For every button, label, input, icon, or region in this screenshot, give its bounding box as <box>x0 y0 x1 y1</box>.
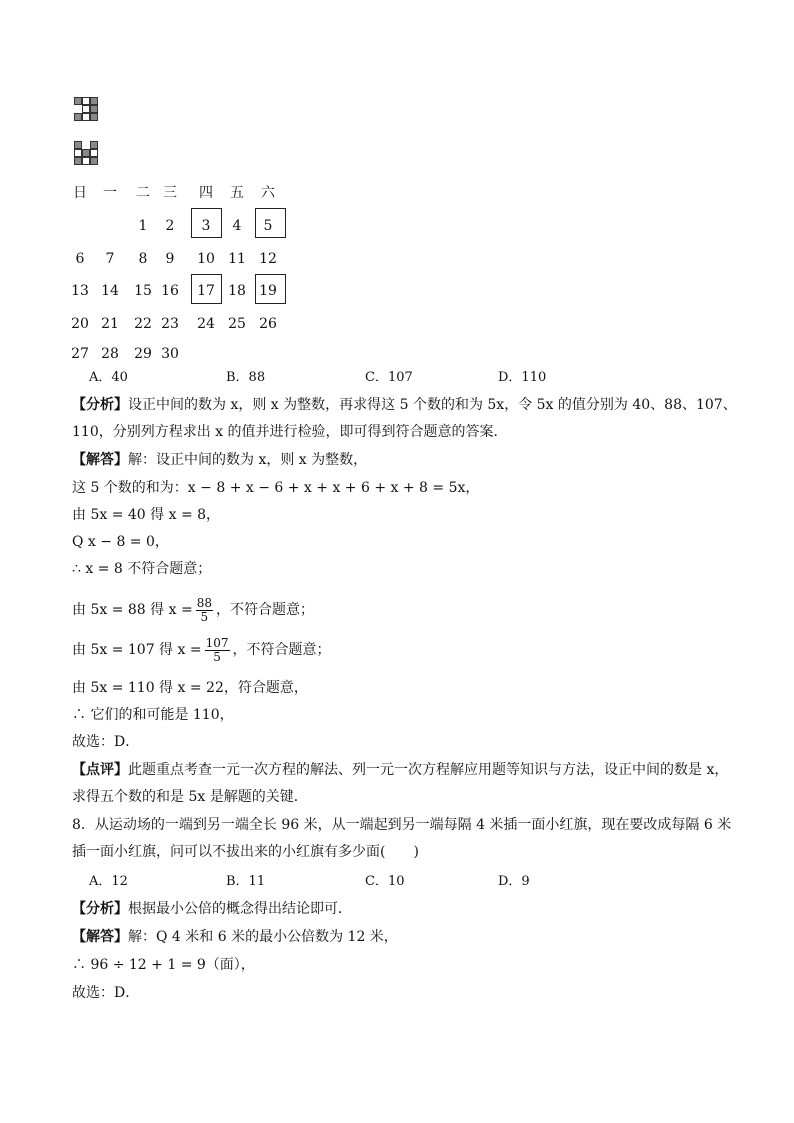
option-b: B．88 <box>226 370 266 385</box>
option-b: B．11 <box>226 874 266 889</box>
answer-tag: 【解答】 <box>72 452 128 468</box>
calendar-day: 5 <box>263 218 273 234</box>
answer-line: 由 5x = 40 得 x = 8， <box>72 507 221 523</box>
fraction-denominator: 5 <box>200 609 209 624</box>
calendar-day: 22 <box>134 316 152 332</box>
calendar-day: 10 <box>197 251 215 267</box>
calendar-day: 11 <box>228 251 246 267</box>
calendar-day: 8 <box>138 251 148 267</box>
answer-tag: 【解答】 <box>72 929 128 945</box>
fraction-numerator: 107 <box>205 635 229 650</box>
calendar-day: 13 <box>71 283 89 299</box>
weekday-label: 六 <box>261 185 275 201</box>
highlight-box <box>191 274 222 304</box>
fraction <box>205 637 230 664</box>
calendar-day: 7 <box>105 251 115 267</box>
weekday-label: 日 <box>73 185 87 201</box>
comment-paragraph <box>72 761 728 779</box>
answer-paragraph <box>72 451 367 469</box>
calendar-day: 19 <box>259 283 277 299</box>
calendar-day: 15 <box>134 283 152 299</box>
question-8-stem: 8．从运动场的一端到另一端全长 96 米，从一端起到另一端每隔 4 米插一面小红旗，现在要改成每隔 6 米 <box>72 817 732 833</box>
answer-line-fraction <box>72 632 331 668</box>
answer-paragraph <box>72 928 398 946</box>
cross-pattern-icon-1 <box>74 97 108 131</box>
answer-text: 由 5x = 107 得 x = <box>72 642 202 658</box>
fraction <box>196 597 213 624</box>
comment-text-cont: 求得五个数的和是 5x 是解题的关键． <box>72 789 308 805</box>
answer-line: 解：设正中间的数为 x，则 x 为整数， <box>128 452 368 468</box>
calendar-day: 23 <box>161 316 179 332</box>
cross-pattern-icon-2 <box>74 141 108 175</box>
fraction-numerator: 88 <box>196 595 212 610</box>
comment-text: 此题重点考查一元一次方程的解法、列一元一次方程解应用题等知识与方法，设正中间的数是 x， <box>128 762 729 778</box>
option-a: A．40 <box>89 370 128 385</box>
calendar-day: 28 <box>101 346 119 362</box>
fraction-denominator: 5 <box>213 649 221 664</box>
answer-line: ∴ 96 ÷ 12 + 1 = 9（面）， <box>72 957 255 973</box>
calendar-day: 12 <box>259 251 277 267</box>
answer-choice: 故选：D． <box>72 985 140 1001</box>
calendar-day: 21 <box>101 316 119 332</box>
calendar-day: 3 <box>201 218 211 234</box>
analysis-text: 根据最小公倍的概念得出结论即可． <box>128 901 352 917</box>
analysis-paragraph <box>72 396 737 414</box>
calendar-day: 30 <box>161 346 179 362</box>
answer-line: ∴ 它们的和可能是 110， <box>72 707 234 723</box>
option-d: D．9 <box>498 874 530 889</box>
answer-line: 解：Q 4 米和 6 米的最小公倍数为 12 米， <box>128 929 398 945</box>
calendar-day: 18 <box>228 283 246 299</box>
answer-text: ，不符合题意； <box>232 642 331 658</box>
answer-line: Q x − 8 = 0， <box>72 534 169 550</box>
highlight-box <box>255 274 286 304</box>
calendar-day: 4 <box>232 218 242 234</box>
analysis-tag: 【分析】 <box>72 901 128 917</box>
answer-text: ，不符合题意； <box>215 602 314 618</box>
calendar-day: 14 <box>101 283 119 299</box>
weekday-label: 三 <box>163 185 177 201</box>
calendar-day: 2 <box>165 218 175 234</box>
calendar-day: 16 <box>161 283 179 299</box>
answer-line-fraction <box>72 592 314 628</box>
option-c: C．107 <box>365 370 413 385</box>
option-c: C．10 <box>365 874 405 889</box>
weekday-label: 一 <box>103 185 117 201</box>
analysis-tag: 【分析】 <box>72 397 128 413</box>
calendar-grid <box>70 178 300 368</box>
comment-tag: 【点评】 <box>72 762 128 778</box>
answer-line: ∴ x = 8 不符合题意； <box>72 561 212 577</box>
calendar-day: 6 <box>75 251 85 267</box>
answer-line: 这 5 个数的和为：x − 8 + x − 6 + x + x + 6 + x + 8 = 5x， <box>72 480 480 496</box>
calendar-day: 20 <box>71 316 89 332</box>
weekday-label: 二 <box>136 185 150 201</box>
calendar-day: 26 <box>259 316 277 332</box>
analysis-text: 设正中间的数为 x，则 x 为整数，再求得这 5 个数的和为 5x，令 5x 的值分别为 40、88、107、 <box>128 397 737 413</box>
calendar-day: 17 <box>197 283 215 299</box>
question-8-stem-cont: 插一面小红旗，问可以不拔出来的小红旗有多少面( ) <box>72 844 419 860</box>
answer-text: 由 5x = 88 得 x = <box>72 602 193 618</box>
calendar-day: 25 <box>228 316 246 332</box>
answer-line: 由 5x = 110 得 x = 22，符合题意， <box>72 680 308 696</box>
option-a: A．12 <box>89 874 128 889</box>
analysis-paragraph <box>72 900 352 918</box>
calendar-day: 29 <box>134 346 152 362</box>
calendar-day: 27 <box>71 346 89 362</box>
highlight-box <box>191 208 222 238</box>
calendar-day: 24 <box>197 316 215 332</box>
analysis-text-cont: 110，分别列方程求出 x 的值并进行检验，即可得到符合题意的答案． <box>72 424 508 440</box>
answer-choice: 故选：D． <box>72 734 140 750</box>
weekday-label: 四 <box>199 185 213 201</box>
option-d: D．110 <box>498 370 547 385</box>
calendar-day: 9 <box>165 251 175 267</box>
weekday-label: 五 <box>230 185 244 201</box>
calendar-day: 1 <box>138 218 148 234</box>
highlight-box <box>255 208 286 238</box>
